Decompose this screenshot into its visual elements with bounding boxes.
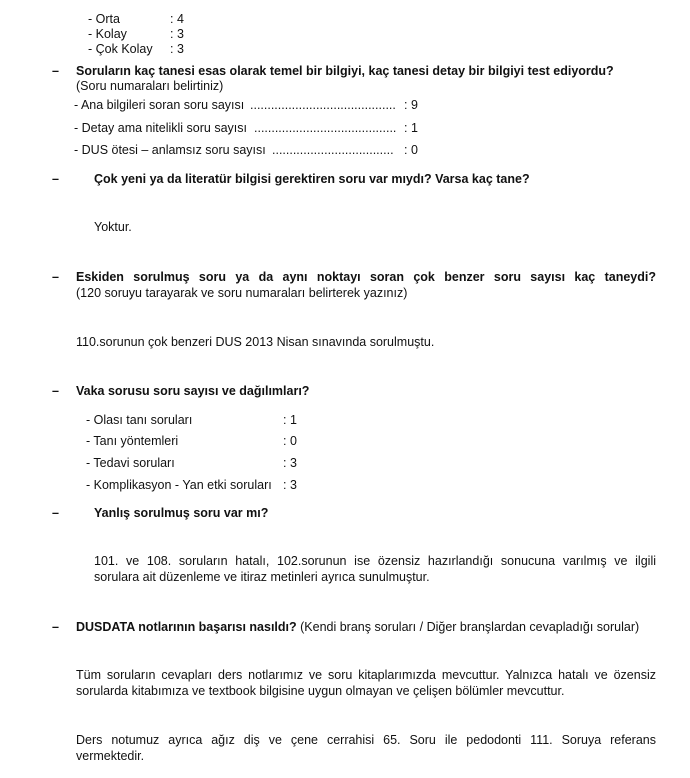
answer-dusdata-line: sorularda kitabımıza ve textbook bilgisine uygun olmayan ve çelişen bölümler mevcuttur.	[76, 683, 565, 698]
answer-wrong-line: sorulara ait düzenleme ve itiraz metinleri ayrıca sunulmuştur.	[94, 569, 430, 584]
list-item-value: : 0	[283, 434, 297, 448]
bullet-dash: –	[52, 64, 59, 78]
question-case-title: Vaka sorusu soru sayısı ve dağılımları?	[76, 384, 310, 398]
question-dusdata	[76, 620, 639, 634]
question-basic-detail-note: (Soru numaraları belirtiniz)	[76, 79, 224, 93]
answer-repeated: 110.sorunun çok benzeri DUS 2013 Nisan sınavında sorulmuştu.	[76, 335, 435, 349]
answer-dusdata-line: Ders notumuz ayrıca ağız diş ve çene cerrahisi 65. Soru ile pedodonti 111. Soruya referans	[76, 733, 656, 747]
difficulty-label: - Orta	[88, 12, 120, 26]
bullet-dash: –	[52, 384, 59, 398]
list-item-dots: .........................................	[254, 121, 397, 135]
question-repeated-note: (120 soruyu tarayarak ve soru numaraları belirterek yazınız)	[76, 286, 408, 300]
question-new-literature-title: Çok yeni ya da literatür bilgisi gerektiren soru var mıydı? Varsa kaç tane?	[94, 172, 530, 186]
list-item-label: - Tanı yöntemleri	[86, 434, 179, 448]
list-item-label: - DUS ötesi – anlamsız soru sayısı	[74, 143, 266, 157]
list-item-label: - Detay ama nitelikli soru sayısı	[74, 121, 247, 135]
list-item-label: - Tedavi soruları	[86, 456, 175, 470]
answer-dusdata-2	[76, 733, 656, 764]
answer-wrong	[94, 554, 656, 585]
question-wrong-title: Yanlış sorulmuş soru var mı?	[94, 506, 269, 520]
difficulty-label: - Kolay	[88, 27, 127, 41]
answer-wrong-line: 101. ve 108. soruların hatalı, 102.sorunun ise özensiz hazırlandığı sonucuna varılmış ve ilgili	[94, 554, 656, 568]
bullet-dash: –	[52, 620, 59, 634]
answer-dusdata-line: Tüm soruların cevapları ders notlarımız ve soru kitaplarımızda mevcuttur. Yalnızca hatalı ve özensiz	[76, 668, 656, 682]
list-item-value: : 1	[283, 413, 297, 427]
list-item-label: - Komplikasyon - Yan etki soruları	[86, 478, 272, 492]
bullet-dash: –	[52, 270, 59, 284]
list-item-dots: ...................................	[272, 143, 394, 157]
question-dusdata-title: DUSDATA notlarının başarısı nasıldı?	[76, 620, 297, 634]
difficulty-label: - Çok Kolay	[88, 42, 153, 56]
question-basic-detail-title: Soruların kaç tanesi esas olarak temel bir bilgiyi, kaç tanesi detay bir bilgiyi test ediyordu?	[76, 64, 614, 78]
list-item-value: : 9	[404, 98, 418, 112]
list-item-value: : 3	[283, 456, 297, 470]
bullet-dash: –	[52, 506, 59, 520]
answer-dusdata-1	[76, 668, 656, 699]
list-item-label: - Ana bilgileri soran soru sayısı	[74, 98, 245, 112]
list-item-value: : 0	[404, 143, 418, 157]
question-dusdata-note: (Kendi branş soruları / Diğer branşlardan cevapladığı sorular)	[300, 620, 640, 634]
list-item-value: : 3	[283, 478, 297, 492]
difficulty-value: : 3	[170, 27, 184, 41]
answer-dusdata-line: vermektedir.	[76, 748, 145, 763]
list-item-dots: ..........................................	[250, 98, 396, 112]
bullet-dash: –	[52, 172, 59, 186]
question-repeated-title: Eskiden sorulmuş soru ya da aynı noktayı soran çok benzer soru sayısı kaç taneydi?	[76, 270, 656, 284]
list-item-label: - Olası tanı soruları	[86, 413, 193, 427]
answer-new-literature: Yoktur.	[94, 220, 132, 234]
list-item-value: : 1	[404, 121, 418, 135]
difficulty-value: : 3	[170, 42, 184, 56]
difficulty-value: : 4	[170, 12, 184, 26]
